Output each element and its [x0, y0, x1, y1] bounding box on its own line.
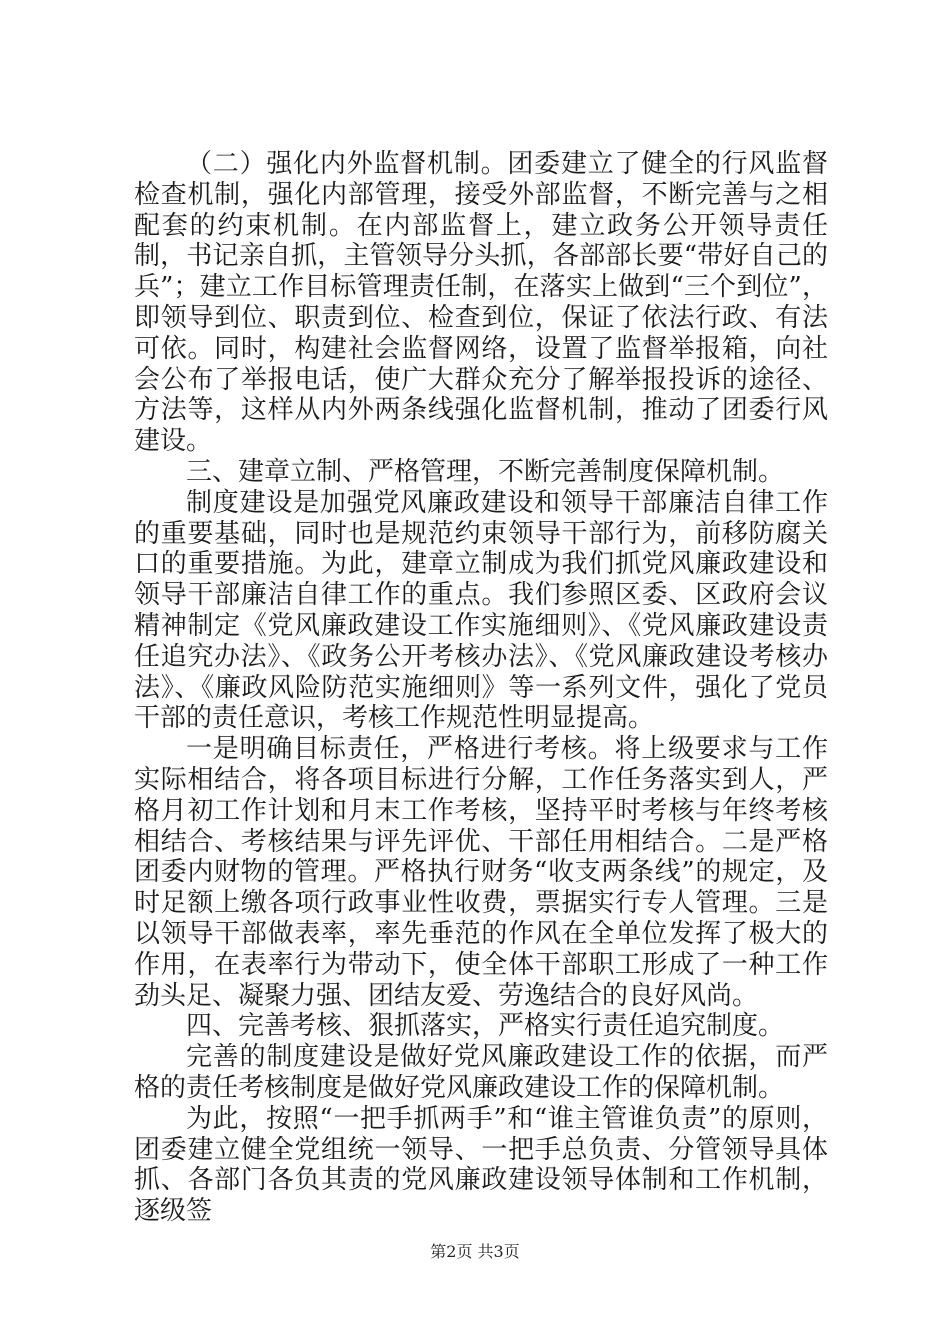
- paragraph-responsibility: 为此，按照“一把手抓两手”和“谁主管谁负责”的原则，团委建立健全党组统一领导、一把手总负责、分管领导具体抓、各部门各负其责的党风廉政建设领导体制和工作机制，逐级签: [134, 1103, 828, 1227]
- paragraph-system-building: 制度建设是加强党风廉政建设和领导干部廉洁自律工作的重要基础，同时也是规范约束领导干部行为，前移防腐关口的重要措施。为此，建章立制成为我们抓党风廉政建设和领导干部廉洁自律工作的重点。我们参照区委、区政府会议精神制定《党风廉政建设工作实施细则》、《党风廉政建设责任追究办法》、《政务公开考核办法》、《党风廉政建设考核办法》、《廉政风险防范实施细则》等一系列文件，强化了党员干部的责任意识，考核工作规范性明显提高。: [134, 487, 828, 734]
- paragraph-assessment: 完善的制度建设是做好党风廉政建设工作的依据，而严格的责任考核制度是做好党风廉政建设工作的保障机制。: [134, 1042, 828, 1103]
- document-body: [134, 149, 828, 1227]
- heading-section-four: 四、完善考核、狠抓落实，严格实行责任追究制度。: [186, 1011, 785, 1042]
- paragraph-supervision: （二）强化内外监督机制。团委建立了健全的行风监督检查机制，强化内部管理，接受外部监督，不断完善与之相配套的约束机制。在内部监督上，建立政务公开领导责任制，书记亲自抓，主管领导分头抓，各部部长要“带好自己的兵”；建立工作目标管理责任制，在落实上做到“三个到位”，即领导到位、职责到位、检查到位，保证了依法行政、有法可依。同时，构建社会监督网络，设置了监督举报箱，向社会公布了举报电话，使广大群众充分了解举报投诉的途径、方法等，这样从内外两条线强化监督机制，推动了团委行风建设。: [134, 149, 828, 457]
- paragraph-targets: 一是明确目标责任，严格进行考核。将上级要求与工作实际相结合，将各项目标进行分解，工作任务落实到人，严格月初工作计划和月末工作考核，坚持平时考核与年终考核相结合、考核结果与评先评优、干部任用相结合。二是严格团委内财物的管理。严格执行财务“收支两条线”的规定，及时足额上缴各项行政事业性收费，票据实行专人管理。三是以领导干部做表率，率先垂范的作风在全单位发挥了极大的作用，在表率行为带动下，使全体干部职工形成了一种工作劲头足、凝聚力强、团结友爱、劳逸结合的良好风尚。: [134, 734, 828, 1011]
- page-number-footer: 第2页 共3页: [430, 1242, 520, 1261]
- heading-section-three: 三、建章立制、严格管理，不断完善制度保障机制。: [186, 456, 785, 487]
